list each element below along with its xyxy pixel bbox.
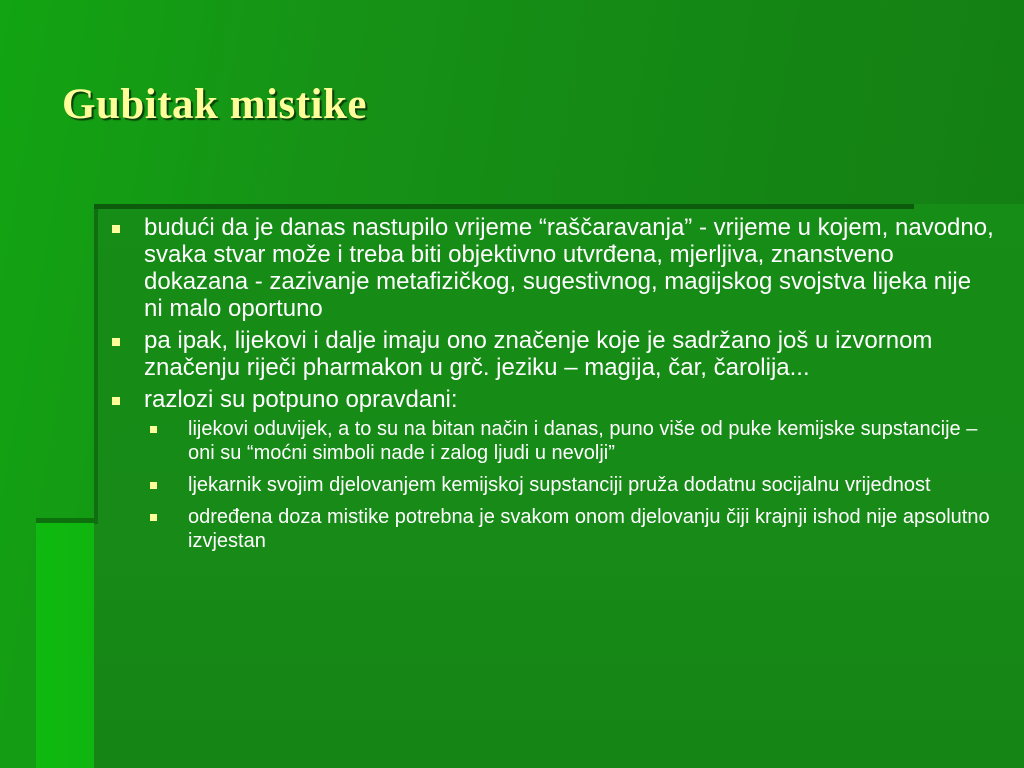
sub-bullet-text: određena doza mistike potrebna je svakom onom djelovanju čiji krajnji ishod nije apsolutno izvjestan <box>188 506 990 552</box>
square-bullet-icon <box>150 482 157 489</box>
square-bullet-icon <box>150 514 157 521</box>
sub-bullet-list <box>144 417 996 553</box>
slide-content <box>106 214 996 561</box>
bullet-text: razlozi su potpuno opravdani: <box>144 386 458 413</box>
bullet-list <box>106 214 996 553</box>
sub-bullet-container <box>106 417 996 553</box>
bullet-item <box>106 214 996 322</box>
decorative-panel-front-left-edge <box>94 204 98 524</box>
slide-title: Gubitak mistike <box>62 81 367 128</box>
bullet-item <box>106 327 996 381</box>
sub-bullet-text: ljekarnik svojim djelovanjem kemijskoj supstanciji pruža dodatnu socijalnu vrijednost <box>188 474 931 496</box>
square-bullet-icon <box>112 338 120 346</box>
sub-bullet-item <box>144 505 996 553</box>
bullet-text: pa ipak, lijekovi i dalje imaju ono značenje koje je sadržano još u izvornom značenju riječi pharmakon u grč. jeziku – magija, čar, čarolija... <box>144 327 933 381</box>
decorative-panel-front-edge <box>94 204 914 209</box>
sub-bullet-text: lijekovi oduvijek, a to su na bitan način i danas, puno više od puke kemijske supstancije – oni su “moćni simboli nade i zalog ljudi u nevolji” <box>188 418 978 464</box>
square-bullet-icon <box>112 397 120 405</box>
square-bullet-icon <box>112 225 120 233</box>
bullet-text: budući da je danas nastupilo vrijeme “raščaravanja” - vrijeme u kojem, navodno, svaka stvar može i treba biti objektivno utvrđena, mjerljiva, znanstveno dokazana - zazivanje metafizičkog, sugestivnog, magijskog svojstva lijeka nije ni malo oportuno <box>144 214 994 322</box>
square-bullet-icon <box>150 426 157 433</box>
sub-bullet-item <box>144 417 996 465</box>
bullet-item <box>106 386 996 553</box>
sub-bullet-item <box>144 473 996 497</box>
